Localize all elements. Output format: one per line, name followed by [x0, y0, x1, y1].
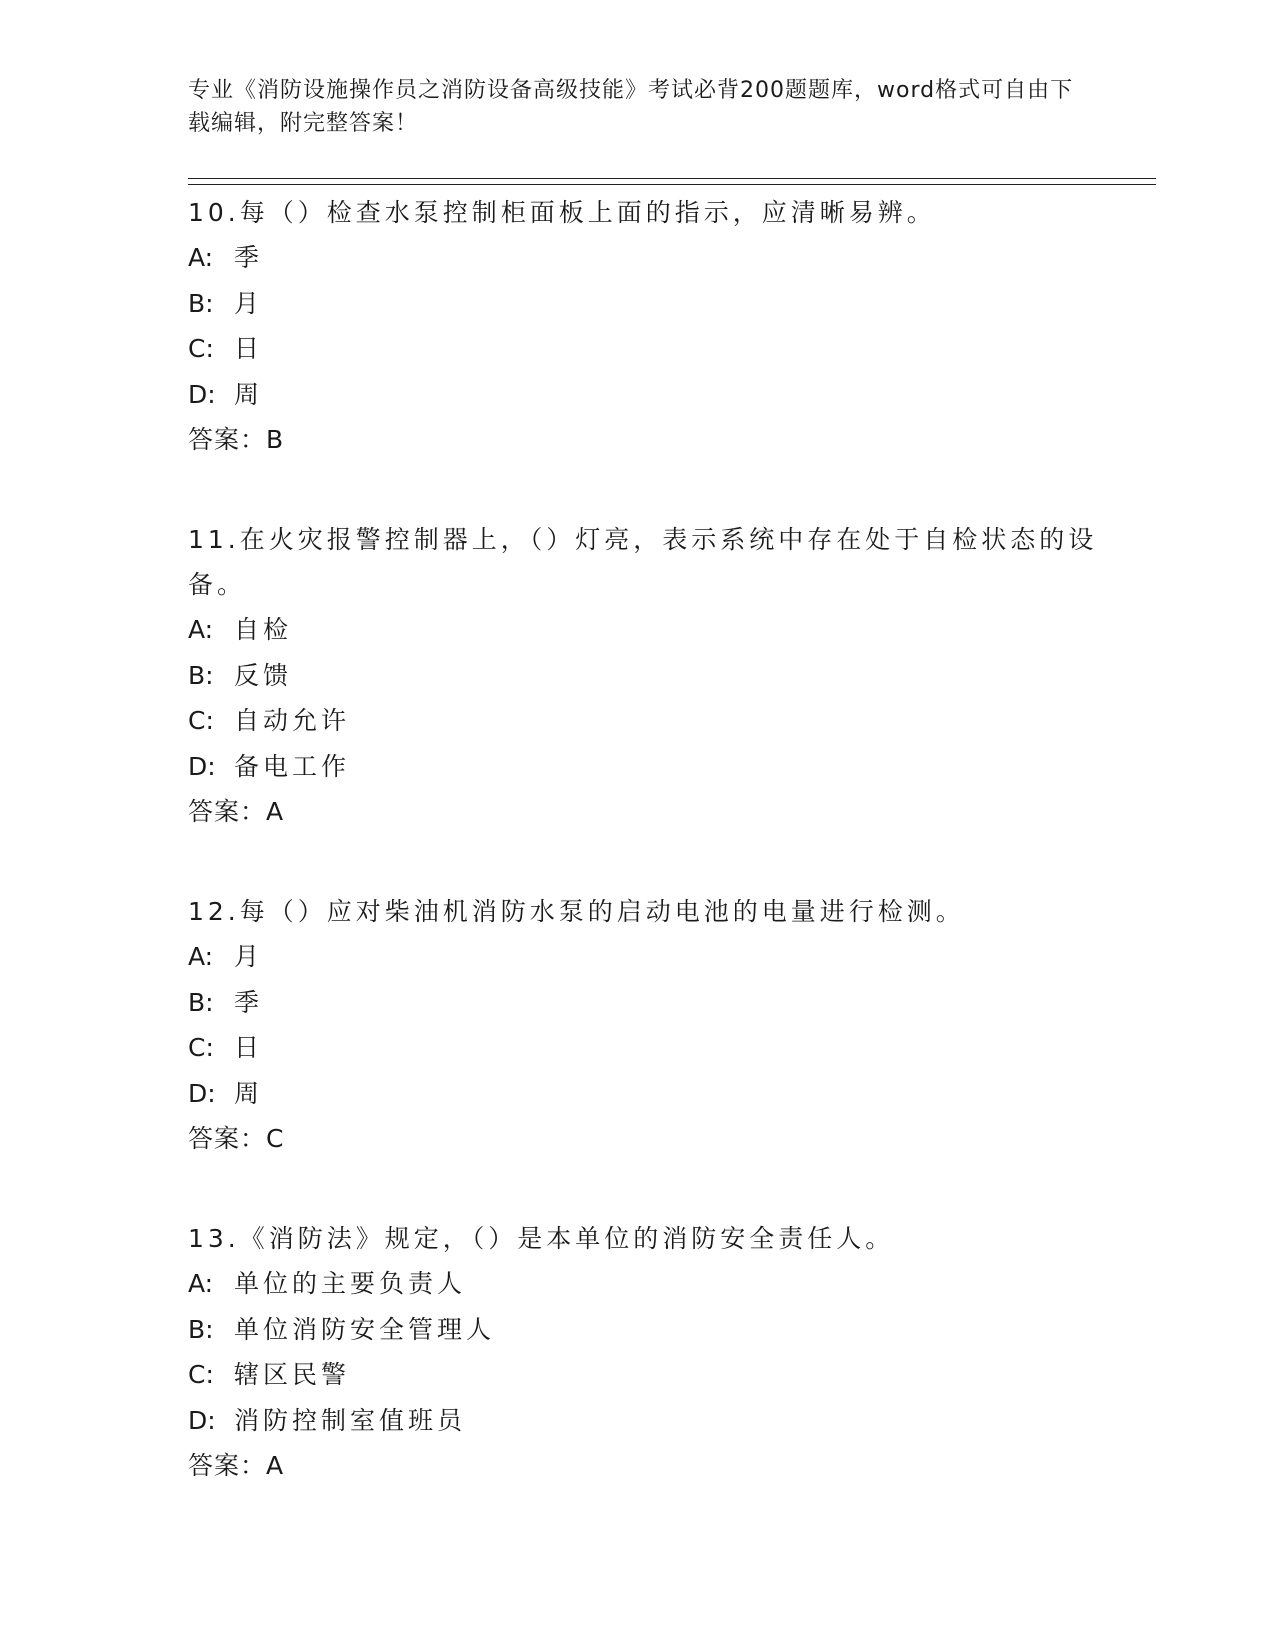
option-a: [188, 934, 1108, 980]
option-text: 季: [234, 987, 264, 1017]
option-c: [188, 326, 1108, 372]
answer-line: [188, 789, 1108, 835]
option-letter: C:: [188, 1360, 214, 1389]
option-letter: D:: [188, 379, 216, 409]
option-text: 单位消防安全管理人: [234, 1314, 496, 1344]
option-letter: A:: [188, 942, 214, 971]
option-text: 备电工作: [234, 751, 351, 781]
question-12: [188, 889, 1108, 1162]
option-d: [188, 1398, 1108, 1444]
answer-value: B: [266, 425, 285, 454]
question-text: 13.《消防法》规定，（）是本单位的消防安全责任人。: [188, 1224, 895, 1253]
answer-line: [188, 417, 1108, 463]
option-text: 月: [234, 288, 264, 318]
option-letter: C:: [188, 334, 214, 363]
question-13: [188, 1216, 1108, 1489]
answer-line: [188, 1116, 1108, 1162]
answer-label: 答案：: [188, 1124, 267, 1153]
option-text: 周: [234, 1078, 264, 1108]
answer-label: 答案：: [188, 1451, 267, 1480]
option-a: [188, 607, 1108, 653]
answer-label: 答案：: [188, 797, 267, 826]
header-rule-top: [188, 178, 1156, 179]
option-letter: C:: [188, 1033, 214, 1062]
option-letter: B:: [188, 987, 214, 1017]
option-letter: A:: [188, 243, 214, 272]
option-text: 自动允许: [234, 706, 351, 735]
option-text: 反馈: [234, 660, 293, 690]
option-d: [188, 372, 1108, 418]
option-text: 辖区民警: [234, 1360, 351, 1389]
option-text: 日: [234, 334, 264, 363]
option-a: [188, 235, 1108, 281]
answer-value: C: [266, 1124, 285, 1153]
answer-value: A: [266, 797, 285, 826]
answer-label: 答案：: [188, 425, 267, 454]
question-text: 12.每（）应对柴油机消防水泵的启动电池的电量进行检测。: [188, 897, 965, 926]
option-b: [188, 980, 1108, 1026]
option-text: 单位的主要负责人: [234, 1269, 467, 1298]
option-letter: B:: [188, 288, 214, 318]
question-11: [188, 517, 1108, 835]
question-10: [188, 190, 1108, 463]
option-text: 消防控制室值班员: [234, 1405, 467, 1435]
option-d: [188, 744, 1108, 790]
option-text: 周: [234, 379, 264, 409]
option-b: [188, 653, 1108, 699]
option-c: [188, 1025, 1108, 1071]
option-letter: D:: [188, 751, 216, 781]
answer-line: [188, 1443, 1108, 1489]
question-text: 10.每（）检查水泵控制柜面板上面的指示，应清晰易辨。: [188, 198, 936, 227]
question-text: 11.在火灾报警控制器上，（）灯亮，表示系统中存在处于自检状态的设备。: [188, 525, 1098, 599]
question-list: [188, 190, 1108, 1543]
option-letter: B:: [188, 660, 214, 690]
option-letter: C:: [188, 706, 214, 735]
option-text: 季: [234, 243, 264, 272]
option-letter: A:: [188, 1269, 214, 1298]
option-d: [188, 1071, 1108, 1117]
option-b: [188, 1307, 1108, 1353]
option-letter: D:: [188, 1405, 216, 1435]
option-c: [188, 698, 1108, 744]
option-a: [188, 1261, 1108, 1307]
option-letter: D:: [188, 1078, 216, 1108]
option-letter: A:: [188, 615, 214, 644]
option-b: [188, 281, 1108, 327]
option-letter: B:: [188, 1314, 214, 1344]
document-header: 专业《消防设施操作员之消防设备高级技能》考试必背200题题库，word格式可自由下载编辑，附完整答案！: [188, 78, 1074, 136]
option-text: 日: [234, 1033, 264, 1062]
option-text: 月: [234, 942, 264, 971]
option-text: 自检: [234, 615, 293, 644]
option-c: [188, 1352, 1108, 1398]
header-rule-bottom: [188, 184, 1156, 185]
answer-value: A: [266, 1451, 285, 1480]
